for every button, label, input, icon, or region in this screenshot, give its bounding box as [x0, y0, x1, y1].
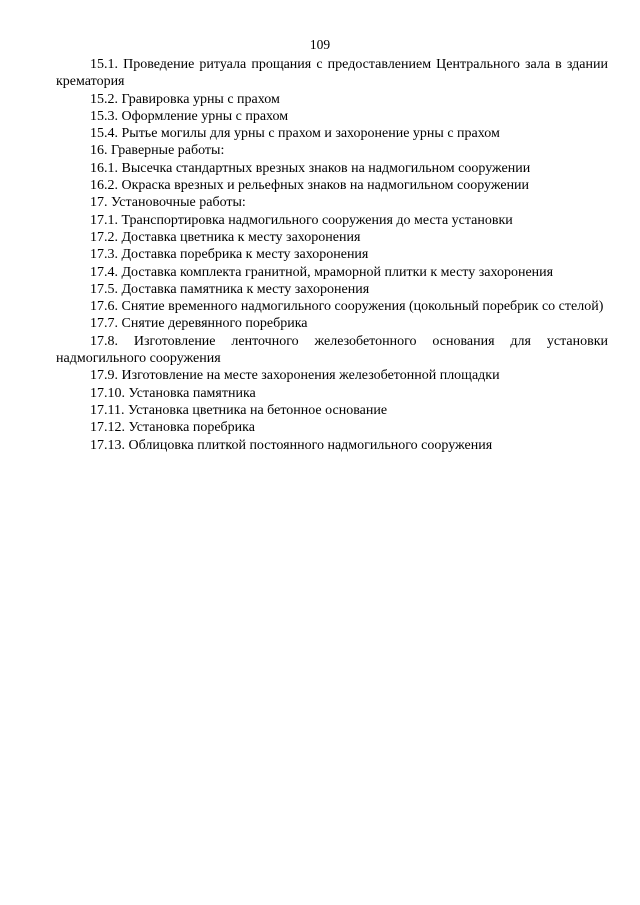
- list-item: 15.4. Рытье могилы для урны с прахом и захоронение урны с прахом: [90, 126, 500, 142]
- list-item: 17.11. Установка цветника на бетонное основание: [90, 402, 388, 418]
- list-item: 15.2. Гравировка урны с прахом: [90, 91, 280, 107]
- list-item: 17.9. Изготовление на месте захоронения железобетонной площадки: [90, 368, 500, 384]
- list-item: 17.5. Доставка памятника к месту захоронения: [90, 281, 370, 297]
- list-item: 17.7. Снятие деревянного поребрика: [90, 316, 308, 332]
- list-item: 17.12. Установка поребрика: [90, 420, 255, 436]
- page-number: 109: [309, 37, 331, 52]
- list-item: 17.4. Доставка комплекта гранитной, мраморной плитки к месту захоронения: [90, 264, 554, 280]
- list-item: 16.1. Высечка стандартных врезных знаков на надмогильном сооружении: [90, 160, 531, 176]
- list-item: 17.6. Снятие временного надмогильного сооружения (цокольный поребрик со стелой): [90, 299, 604, 315]
- section-heading: 16. Граверные работы:: [90, 143, 225, 159]
- list-item: 17.13. Облицовка плиткой постоянного надмогильного сооружения: [90, 437, 493, 453]
- list-item: 17.8. Изготовление ленточного железобетонного основания для установки надмогильного сооружения: [56, 333, 608, 367]
- list-item: 17.1. Транспортировка надмогильного сооружения до места установки: [90, 212, 513, 228]
- list-item: 16.2. Окраска врезных и рельефных знаков на надмогильном сооружении: [90, 178, 530, 194]
- section-heading: 17. Установочные работы:: [90, 195, 246, 211]
- list-item: 15.1. Проведение ритуала прощания с предоставлением Центрального зала в здании крематория: [56, 57, 608, 90]
- list-item: 17.10. Установка памятника: [90, 385, 256, 401]
- list-item: 15.3. Оформление урны с прахом: [90, 108, 289, 124]
- document-body: [56, 56, 608, 454]
- list-item: 17.3. Доставка поребрика к месту захоронения: [90, 247, 369, 263]
- list-item: 17.2. Доставка цветника к месту захоронения: [90, 229, 361, 245]
